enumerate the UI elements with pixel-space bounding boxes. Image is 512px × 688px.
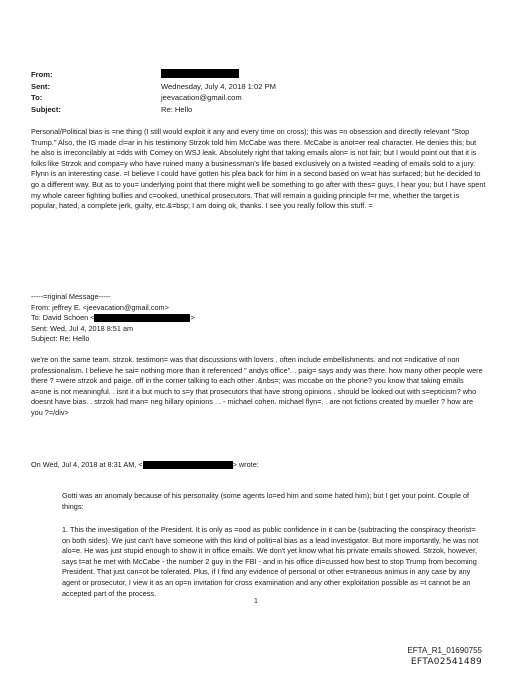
reply-paragraph: Personal/Political bias is =ne thing (I still would exploit it any and every time on cross); this was =n obsession and directly relevant "Stop Trump." Also, the IG made cl=ar in his testimony Strzok told him McCabe was there. McCabe is anot=er real character. He denies this; but he also is irreconcilably at =dds with Comey on WSJ leak. Absolutely right that taking emails alon= is not fair; but I would point out that it is folks like Strzok and compa=y who have ruined many a businessman's life based exclusively on a twisted =eading of emails sold to a jury. Flynn is an interesting case. =I believe I could have gotten his plea back for him in a second based on w=at has surfaced; but he decided to go a different way. But as to you= underlying point that there might well be something to go after with thes= guys, I hear you; but I have spent my whole career fighting bullies and c=ooked, unethical prosecutors. That will remain a guiding principle f=r me, whether the target is popular, hated, a complete jerk, guilty, etc.&=bsp; I am doing ok, thanks. I see you really follow this stuff. = bbox=[31, 127, 486, 211]
original-message-body: we're on the same team. strzok. testimon= was that discussions with lovers , often include embellishments. and not =ndicative of non professionalism. I believe he sai= nothing more than it referenced " andys office". . paig= says andy was there. how many other people were there ? =were strzok and paige. off in the corner talking to each other .&nbs=; was mccabe on the phone? you know that taking emails a=one is not meaningful. . isnt it a but much to s=y that prosecutors that have strong opinions . should be looked out with s=epticism? who doesnt have bias. . strzok had man= neg hillary opinions . . - michael cohen. michael flyn=. . are not fictions created by mueller ? how are you ?=/div> bbox=[31, 355, 483, 417]
original-message-header bbox=[31, 292, 195, 345]
quoted-header-prefix: On Wed, Jul 4, 2018 at 8:31 AM, < bbox=[31, 460, 143, 469]
sent-row bbox=[31, 81, 276, 93]
subject-label: Subject: bbox=[31, 105, 61, 115]
quoted-header bbox=[31, 460, 259, 471]
redaction-box bbox=[143, 461, 233, 469]
footer-code-2: EFTA02541489 bbox=[410, 657, 482, 667]
quoted-header-suffix: > wrote: bbox=[232, 460, 259, 469]
original-subject: Subject: Re: Hello bbox=[31, 334, 90, 344]
original-to bbox=[31, 313, 195, 324]
original-to-suffix: > bbox=[190, 313, 195, 323]
quoted-paragraph-gotti: Gotti was an anomaly because of his personality (some agents lo=ed him and some hated him); but I get your point. Couple of things: bbox=[62, 491, 470, 511]
original-from: From: jeffrey E. <jeevacation@gmail.com> bbox=[31, 302, 169, 312]
quoted-paragraph-point-1: 1. This the investigation of the President. It is only as =ood as public confidence in it can be (subtracting the conspiracy theorist= on both sides). We just can't have someone with this kind of politi=al bias as a lead investigator. But more importantly, he was not alo=e. He was just stupid enough to show it in office emails. We don't yet know what his private emails showed. Strzok, however, says t=at he met with McCabe - the number 2 guy in the FBI - and in his office di=cussed how best to stop Trump from becoming President. That just can=ot be tolerated. Plus, if I find any evidence of personal or other e=traneous animus in any case by any agent or prosecutor, I view it as an op=n invitation for cross examination and any other exploitation possible as =t cannot be an accepted part of the process. bbox=[62, 525, 479, 598]
footer-code-1: EFTA_R1_01690755 bbox=[407, 646, 482, 655]
sent-value: Wednesday, July 4, 2018 1:02 PM bbox=[161, 81, 276, 91]
from-label: From: bbox=[31, 70, 53, 79]
from-row bbox=[31, 69, 276, 81]
to-row bbox=[31, 92, 276, 104]
sent-label: Sent: bbox=[31, 81, 50, 91]
original-to-prefix: To: David Schoen < bbox=[31, 313, 95, 323]
original-sent: Sent: Wed, Jul 4, 2018 8:51 am bbox=[31, 323, 134, 333]
original-message-title: -----=riginal Message----- bbox=[31, 292, 111, 301]
page-number: 1 bbox=[254, 598, 258, 605]
subject-value: Re: Hello bbox=[161, 105, 193, 115]
email-header bbox=[31, 69, 276, 116]
redaction-box bbox=[94, 314, 190, 322]
to-value: jeevacation@gmail.com bbox=[161, 93, 242, 103]
to-label: To: bbox=[31, 93, 43, 103]
redaction-box bbox=[161, 69, 239, 78]
subject-row bbox=[31, 104, 276, 116]
